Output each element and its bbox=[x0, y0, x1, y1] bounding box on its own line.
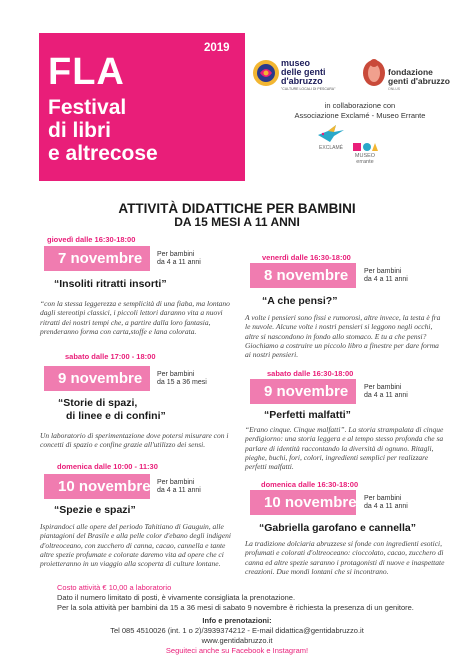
event-time-slot bbox=[65, 352, 156, 361]
fondazione-logo-tagline: ONLUS bbox=[388, 87, 401, 91]
event-description: “con la stessa leggerezza e semplicità di una fiaba, ma lontano dagli stereotipi classici, i piccoli lettori daranno vita a nuovi ritratti dei nostri tempi che, a partire dalla loro fantasia, prenderanno forma con carta,stoffe e lana colorata. bbox=[40, 299, 230, 336]
fondazione-logo-text bbox=[388, 68, 450, 86]
festival-name bbox=[48, 96, 158, 165]
museo-errante-line-1: MUSEO bbox=[354, 153, 376, 159]
hummingbird-icon bbox=[314, 121, 348, 145]
event-age-range bbox=[364, 495, 408, 511]
event-description: “Erano cinque. Cinque malfatti”. La storia strampalata di cinque perdigiorno: una storia leggera e al tempo stesso profonda che sa parlare di identità raccontando la diversità di ognuno. Ritagli, pieghe, buchi, fori, colori, ingredienti semplici per realizzare perfetti malfatti. bbox=[245, 425, 444, 472]
event-time-slot bbox=[57, 462, 158, 471]
museo-logo-line-2: delle genti bbox=[281, 67, 326, 77]
exclame-logo bbox=[314, 121, 348, 151]
event-activity-title: “Perfetti malfatti” bbox=[264, 409, 351, 421]
event-age-range bbox=[157, 479, 201, 495]
event-date-badge: 9 novembre bbox=[44, 366, 150, 391]
event-description: Ispirandoci alle opere del periodo Tahitiano di Gauguin, alle piantagioni del Brasile e alla pelle color d'ebano degli indigeni d'oltreoceano, con zucchero di canna, cacao, cannella e tante altre spezie profumate e colorate daremo vita ad opere che ci proietteranno in un viaggio alla scoperta di culture lontane. bbox=[40, 522, 231, 569]
event-time-slot bbox=[47, 235, 135, 244]
event-age-range bbox=[364, 384, 408, 400]
event-description: A volte i pensieri sono fissi e rumorosi, altre invece, la testa è fra le nuvole. Alcune volte i nostri pensieri si leggono negli occhi, altre si nascondono in fondo allo stomaco. E tu a che pensi? Giochiamo a costruire un piccolo libro a finestre per dare forma ai nostri pensieri. bbox=[245, 313, 441, 360]
event-activity-title: “A che pensi?” bbox=[262, 295, 338, 307]
festival-year: 2019 bbox=[204, 42, 230, 54]
website-link[interactable]: www.gentidabruzzo.it bbox=[201, 636, 273, 645]
fondazione-logo bbox=[360, 56, 460, 96]
event-age-range bbox=[157, 371, 207, 387]
festival-name-line-2: di libri bbox=[48, 119, 111, 142]
event-time: dalle 16:30-18:00 bbox=[75, 235, 136, 244]
contact-info[interactable]: Tel 085 4510026 (int. 1 o 2)/3939374212 - E-mail didattica@gentidabruzzo.it bbox=[110, 626, 364, 635]
event-age-range bbox=[364, 268, 408, 284]
collaboration-note bbox=[290, 101, 430, 121]
fondazione-figure-icon bbox=[360, 56, 388, 88]
museo-errante-logo bbox=[352, 141, 378, 165]
museo-errante-label bbox=[352, 153, 378, 165]
event-time-slot bbox=[261, 480, 358, 489]
festival-name-line-1: Festival bbox=[48, 96, 127, 119]
event-activity-line-1: “Storie di spazi, bbox=[58, 397, 138, 409]
fondazione-logo-line-1: fondazione bbox=[388, 67, 433, 77]
event-age-line-1: Per bambini bbox=[157, 251, 195, 258]
event-time: dalle 17:00 - 18:00 bbox=[91, 352, 156, 361]
event-description: La tradizione dolciaria abruzzese si fonde con ingredienti esotici, profumati e colorati d'oltreoceano: cioccolato, cacao, zucchero di canna ed altre spezie saranno i protagonisti di nuove e inaspettate creazioni. Due mondi lontani che si incontrano. bbox=[245, 539, 445, 576]
collaboration-line-2: Associazione Exclamé - Museo Errante bbox=[294, 111, 426, 120]
event-age-line-1: Per bambini bbox=[364, 268, 402, 275]
event-activity-title: “Spezie e spazi” bbox=[54, 504, 136, 516]
booking-note: Dato il numero limitato di posti, è vivamente consigliata la prenotazione. bbox=[57, 593, 296, 602]
event-activity-line-2: di linee e di confini” bbox=[66, 410, 166, 422]
event-time-slot bbox=[267, 369, 353, 378]
exclame-label: EXCLAMÉ bbox=[319, 145, 343, 151]
museo-errante-line-2: errante bbox=[356, 159, 374, 165]
event-age-line-2: da 4 a 11 anni bbox=[157, 259, 201, 266]
collaboration-line-1: in collaborazione con bbox=[324, 101, 396, 110]
event-date-badge: 7 novembre bbox=[44, 246, 150, 271]
event-age-line-2: da 4 a 11 anni bbox=[364, 276, 408, 283]
fondazione-logo-line-2: genti d'abruzzo bbox=[388, 76, 450, 86]
festival-name-line-3: e altrecose bbox=[48, 142, 158, 165]
museo-logo-line-3: d'abruzzo bbox=[281, 76, 323, 86]
museo-logo-text bbox=[281, 59, 326, 86]
event-day: sabato bbox=[267, 369, 292, 378]
event-time: dalle 10:00 - 11:30 bbox=[94, 462, 158, 471]
event-age-line-1: Per bambini bbox=[157, 479, 195, 486]
museo-sun-icon bbox=[251, 58, 281, 88]
event-day: domenica bbox=[57, 462, 93, 471]
event-age-range bbox=[157, 251, 201, 267]
event-date-badge: 10 novembre bbox=[44, 474, 150, 499]
event-day: sabato bbox=[65, 352, 90, 361]
event-date-badge: 10 novembre bbox=[250, 490, 356, 515]
event-time: dalle 16:30-18:00 bbox=[298, 480, 359, 489]
event-age-line-2: da 4 a 11 anni bbox=[364, 392, 408, 399]
event-age-line-1: Per bambini bbox=[157, 371, 195, 378]
event-time: dalle 16:30-18:00 bbox=[293, 369, 354, 378]
event-age-line-2: da 15 a 36 mesi bbox=[157, 379, 207, 386]
event-activity-title: “Gabriella garofano e cannella” bbox=[259, 522, 416, 534]
parent-note: Per la sola attività per bambini da 15 a 36 mesi di sabato 9 novembre è richiesta la presenza di un genitore. bbox=[57, 603, 414, 612]
museo-logo bbox=[251, 56, 351, 96]
event-activity-title: “Insoliti ritratti insorti” bbox=[54, 278, 167, 290]
event-time: dalle 16:30-18:00 bbox=[290, 253, 351, 262]
event-age-line-1: Per bambini bbox=[364, 384, 402, 391]
cost-note: Costo attività € 10,00 a laboratorio bbox=[57, 583, 172, 592]
page-title: ATTIVITÀ DIDATTICHE PER BAMBINI bbox=[118, 201, 356, 216]
event-age-line-2: da 4 a 11 anni bbox=[157, 487, 201, 494]
event-day: giovedì bbox=[47, 235, 74, 244]
page-subtitle: DA 15 MESI A 11 ANNI bbox=[174, 215, 300, 229]
event-description: Un laboratorio di sperimentazione dove potersi misurare con i concetti di spazio e confine grazie all'utilizzo dei sensi. bbox=[40, 431, 229, 450]
event-date-badge: 9 novembre bbox=[250, 379, 356, 404]
social-note: Seguiteci anche su Facebook e Instagram! bbox=[165, 646, 309, 655]
museo-errante-mark-icon bbox=[352, 141, 378, 153]
event-age-line-2: da 4 a 11 anni bbox=[364, 503, 408, 510]
event-day: domenica bbox=[261, 480, 297, 489]
museo-logo-tagline: "CULTURE LOCALI DI PESCARA" bbox=[281, 87, 336, 91]
event-date-badge: 8 novembre bbox=[250, 263, 356, 288]
event-time-slot bbox=[262, 253, 351, 262]
festival-acronym: FLA bbox=[48, 51, 125, 93]
event-day: venerdì bbox=[262, 253, 289, 262]
event-age-line-1: Per bambini bbox=[364, 495, 402, 502]
museo-logo-line-1: museo bbox=[281, 58, 311, 68]
event-activity-title bbox=[58, 397, 208, 423]
info-title: Info e prenotazioni: bbox=[202, 616, 272, 625]
